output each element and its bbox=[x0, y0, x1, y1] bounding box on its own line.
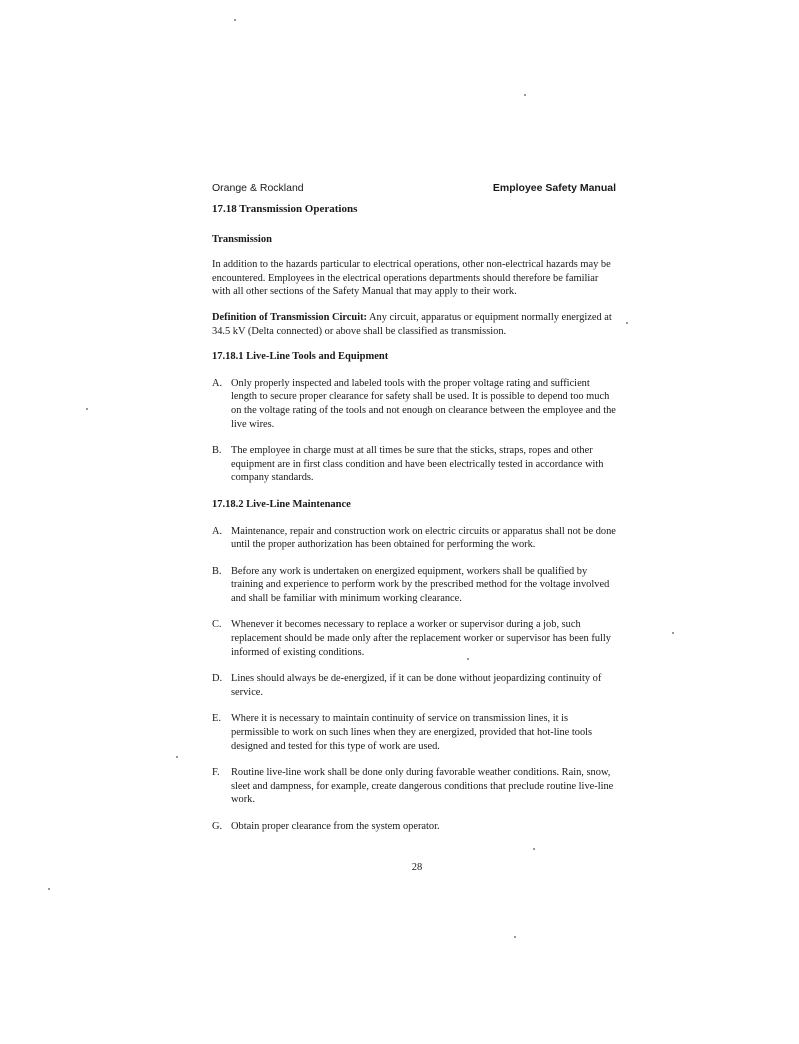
page-header bbox=[212, 182, 616, 196]
item-letter: B. bbox=[212, 565, 222, 577]
item-letter: A. bbox=[212, 525, 223, 537]
scan-speck bbox=[626, 322, 628, 324]
item-text: Lines should always be de-energized, if it can be done without jeopardizing continuity of service. bbox=[231, 673, 602, 698]
item-text: The employee in charge must at all times be sure that the sticks, straps, ropes and other equipment are in first class condition and have been electrically tested in accordance with company standards. bbox=[231, 445, 604, 484]
item-text: Before any work is undertaken on energized equipment, workers shall be qualified by training and experience to perform work by the prescribed method for the voltage involved and shall be familiar with minimum working clearance. bbox=[231, 565, 610, 604]
item-letter: G. bbox=[212, 821, 223, 832]
item-text: Only properly inspected and labeled tools with the proper voltage rating and sufficient length to secure proper clearance for safety shall be used. It is possible to depend too much on the voltage rating of the tools and not enough on clearance between the employee and the live wires. bbox=[231, 377, 616, 430]
page-number: 28 bbox=[411, 862, 423, 873]
list-item bbox=[212, 766, 616, 807]
item-letter: D. bbox=[212, 673, 223, 685]
item-letter: E. bbox=[212, 713, 221, 725]
page-content bbox=[212, 203, 616, 847]
list-item bbox=[212, 712, 616, 753]
scan-speck bbox=[234, 19, 236, 21]
scan-speck bbox=[672, 632, 674, 634]
item-text: Routine live-line work shall be done only during favorable weather conditions. Rain, snow, sleet and dampness, for example, create dangerous conditions that preclude routine live-line work. bbox=[231, 767, 614, 806]
definition-text: Any circuit, apparatus or equipment normally energized at 34.5 kV (Delta connected) or above shall be classified as transmission. bbox=[212, 311, 612, 337]
item-text: Whenever it becomes necessary to replace a worker or supervisor during a job, such replacement should be made only after the replacement worker or supervisor has been fully informed of existing conditions. bbox=[231, 619, 611, 658]
scan-speck bbox=[533, 848, 535, 850]
item-letter: A. bbox=[212, 377, 223, 389]
intro-paragraph: In addition to the hazards particular to electrical operations, other non-electrical hazards may be encountered. Employees in the electrical operations departments should therefore be familiar with all other sections of the Safety Manual that may apply to their work. bbox=[212, 259, 611, 298]
list-item bbox=[212, 618, 616, 659]
scan-speck bbox=[524, 94, 526, 96]
item-letter: F. bbox=[212, 767, 220, 779]
scan-speck bbox=[467, 658, 469, 660]
item-letter: C. bbox=[212, 619, 222, 631]
item-text: Maintenance, repair and construction work on electric circuits or apparatus shall not be done until the proper authorization has been obtained for performing the work. bbox=[231, 525, 616, 551]
list-item bbox=[212, 444, 616, 485]
scan-speck bbox=[86, 408, 88, 410]
definition-term: Definition of Transmission Circuit: bbox=[212, 311, 368, 323]
list-item bbox=[212, 672, 616, 699]
item-letter: B. bbox=[212, 445, 222, 457]
section-1-title: 17.18.1 Live-Line Tools and Equipment bbox=[212, 351, 389, 363]
company-name: Orange & Rockland bbox=[212, 182, 304, 194]
manual-title: Employee Safety Manual bbox=[492, 182, 616, 194]
section-title: 17.18 Transmission Operations bbox=[212, 203, 358, 215]
scan-speck bbox=[514, 936, 516, 938]
scan-speck bbox=[176, 756, 178, 758]
subheading: Transmission bbox=[212, 233, 272, 245]
section-2-title: 17.18.2 Live-Line Maintenance bbox=[212, 498, 351, 510]
item-text: Where it is necessary to maintain continuity of service on transmission lines, it is permissible to work on such lines when they are energized, provided that hot-line tools designed and tested for this type of work are used. bbox=[231, 713, 593, 752]
list-item bbox=[212, 377, 616, 431]
list-item bbox=[212, 565, 616, 606]
list-item bbox=[212, 820, 616, 834]
item-text: Obtain proper clearance from the system operator. bbox=[231, 821, 440, 832]
definition-paragraph bbox=[212, 311, 616, 338]
list-item bbox=[212, 525, 616, 552]
scan-speck bbox=[48, 888, 50, 890]
